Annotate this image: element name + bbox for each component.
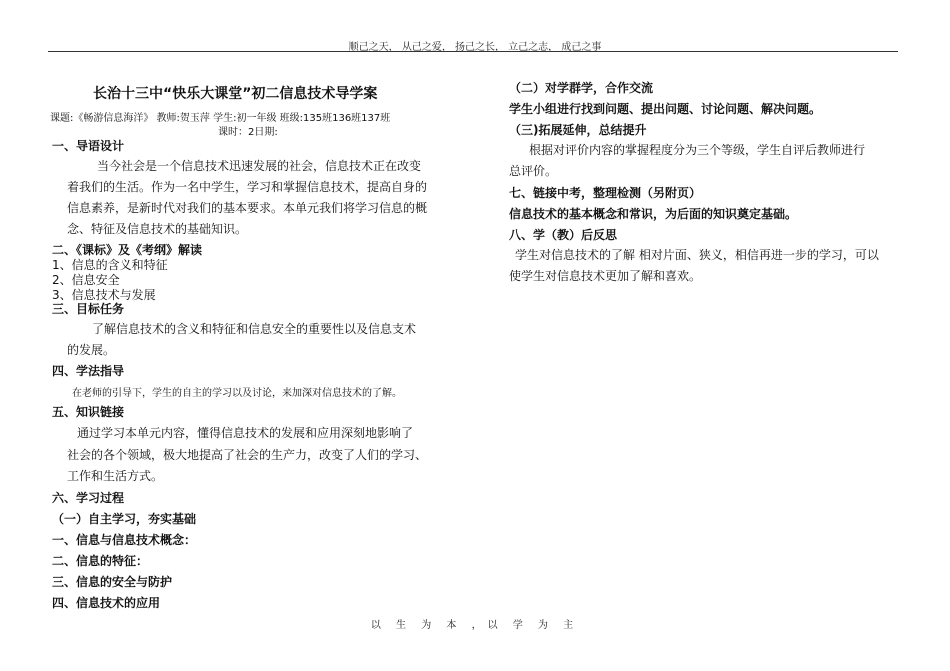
section-5-line: 通过学习本单元内容，懂得信息技术的发展和应用深刻地影响了 (77, 426, 414, 440)
page-title: 长治十三中“快乐大课堂”初二信息技术导学案 (93, 86, 378, 102)
section-3-heading: 三、目标任务 (52, 302, 125, 316)
subsection-3-line: 根据对评价内容的掌握程度分为三个等级，学生自评后教师进行 (529, 143, 866, 157)
section-8-heading: 八、学（教）后反思 (509, 228, 618, 242)
lesson-meta: 课题:《畅游信息海洋》 教师:贺玉萍 学生:初一年级 班级:135班136班137班 (50, 113, 391, 124)
section-3-line: 了解信息技术的含义和特征和信息安全的重要性以及信息支术 (92, 322, 417, 336)
section-3-line: 的发展。 (67, 343, 116, 357)
section-1-line: 着我们的生活。作为一名中学生，学习和掌握信息技术，提高自身的 (67, 180, 428, 194)
section-4-text: 在老师的引导下，学生的自主的学习以及讨论，来加深对信息技术的了解。 (72, 388, 402, 399)
section-6-item: 一、信息与信息技术概念： (52, 533, 197, 547)
section-5-line: 工作和生活方式。 (67, 469, 164, 483)
subsection-2-heading: （二）对学群学，合作交流 (509, 81, 654, 95)
lesson-date: 课时：2日期: (218, 127, 278, 138)
footer-motto: 以 生 为 本 ，以 学 为 主 (370, 620, 580, 631)
section-6-item: 三、信息的安全与防护 (52, 575, 173, 589)
section-1-line: 信息素养，是新时代对我们的基本要求。本单元我们将学习信息的概 (67, 201, 428, 215)
section-2-item: 2、信息安全 (52, 273, 120, 287)
section-6-heading: 六、学习过程 (52, 491, 125, 505)
section-2-heading: 二、《课标》及《考纲》解读 (52, 243, 203, 257)
subsection-3-heading: （三)拓展延伸，总结提升 (509, 123, 647, 137)
section-8-line: 使学生对信息技术更加了解和喜欢。 (509, 269, 702, 283)
header-divider (48, 51, 898, 52)
section-5-line: 社会的各个领域，极大地提高了社会的生产力，改变了人们的学习、 (67, 448, 428, 462)
section-7-text: 信息技术的基本概念和常识，为后面的知识奠定基础。 (509, 207, 798, 221)
subsection-3-line: 总评价。 (509, 164, 558, 178)
section-2-item: 1、信息的含义和特征 (52, 258, 168, 272)
section-2-item: 3、信息技术与发展 (52, 288, 156, 302)
section-6-item: 二、信息的特征： (52, 554, 149, 568)
section-5-heading: 五、知识链接 (52, 405, 125, 419)
section-8-line: 学生对信息技术的了解 相对片面、狭义，相信再进一步的学习，可以 (515, 248, 879, 262)
header-motto: 顺己之天， 从己之爱， 扬己之长， 立己之志， 成己之事 (348, 42, 602, 53)
section-1-line: 念、特征及信息技术的基础知识。 (67, 222, 248, 236)
subsection-2-text: 学生小组进行找到问题、提出问题、讨论问题、解决问题。 (509, 102, 822, 116)
section-1-heading: 一、导语设计 (52, 139, 125, 153)
section-7-heading: 七、链接中考，整理检测（另附页） (509, 186, 702, 200)
section-6-item: 四、信息技术的应用 (52, 596, 161, 610)
section-6-subheading: （一）自主学习，夯实基础 (52, 512, 197, 526)
section-1-line: 当今社会是一个信息技术迅速发展的社会，信息技术正在改变 (97, 159, 422, 173)
section-4-heading: 四、学法指导 (52, 364, 125, 378)
